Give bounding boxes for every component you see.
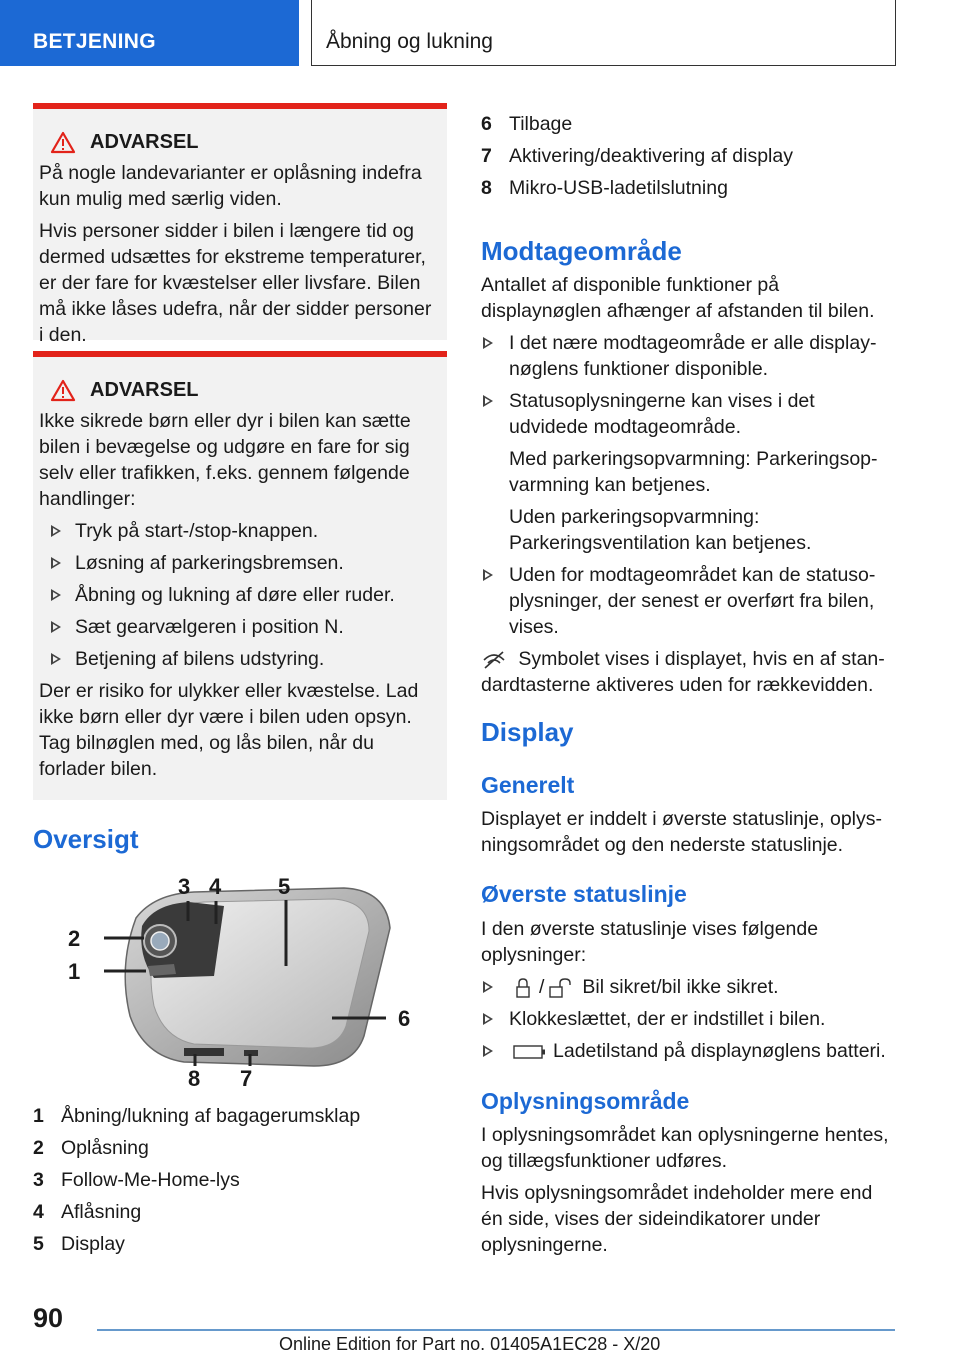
lock-open-icon	[548, 977, 576, 999]
list-item: 4 Aflåsning	[33, 1201, 142, 1223]
warning-list	[39, 518, 437, 672]
callout-5: 5	[278, 874, 291, 899]
warning-box-2	[33, 351, 447, 800]
footer-divider	[97, 1329, 895, 1331]
symbol-note: Symbolet vises i displayet, hvis en af standardtasterne aktiveres uden for rækkevidden.	[481, 648, 885, 696]
warning-title: ADVARSEL	[50, 131, 437, 154]
overview-list	[33, 1100, 360, 1260]
info-area-heading: Oplysningsområde	[481, 1088, 690, 1114]
top-statusline-heading: Øverste statuslinje	[481, 881, 687, 907]
general-text: Displayet er inddelt i øverste statuslinje, oplysningsområdet og den nederste statuslinje.	[481, 808, 883, 856]
list-item: I det nære modtageområde er alle displaynøglens funktioner disponible.	[481, 330, 895, 382]
list-item: 2 Oplåsning	[33, 1137, 149, 1159]
list-item: Åbning og lukning af døre eller ruder.	[39, 582, 437, 608]
display-heading: Display	[481, 717, 574, 747]
callout-7: 7	[240, 1066, 253, 1091]
list-item: 5 Display	[33, 1233, 125, 1255]
callout-3: 3	[178, 874, 191, 899]
callout-1: 1	[68, 959, 81, 984]
info-area-section: I oplysningsområdet kan oplysningerne hentes, og tillægsfunktioner udføres. Hvis oplysningsområdet indeholder mere end én side, vises der sideindikatorer under oplysningerne.	[481, 1124, 889, 1256]
callout-8: 8	[188, 1066, 201, 1091]
warning-text: Ikke sikrede børn eller dyr i bilen kan sætte bilen i bevægelse og udgøre en fare for sig selv eller trafikken, f.eks. gennem følgende handlinger:	[39, 410, 411, 510]
warning-text: Der er risiko for ulykker eller kvæstelse. Lad ikke børn eller dyr være i bilen uden opsyn. Tag bilnøglen med, og lås bilen, når du forlader bilen.	[39, 680, 419, 780]
overview-list-continued	[481, 108, 793, 204]
general-heading: Generelt	[481, 772, 575, 798]
list-item: Uden for modtageområdet kan de statusoplysninger, der senest er overført fra bilen, vises.	[481, 562, 895, 640]
section-tab	[0, 0, 299, 66]
display-key-illustration	[64, 866, 424, 1092]
reception-heading: Modtageområde	[481, 236, 682, 266]
warning-triangle-icon	[50, 379, 76, 402]
reception-section: Antallet af disponible funktioner på displaynøglen afhænger af afstanden til bilen. I det nære modtageområde er alle displaynøglens funktioner disponible. Statusoplysningerne kan vises i det udvidede modtageområde. Med parkeringsopvarmning: Parkeringsopvarmning kan betjenes. Uden parkeringsopvarmning: Parkeringsventilation kan betjenes. Uden for modtageområdet kan de statusoplysninger, der senest er overført fra bilen, vises. Symbolet vises i displayet, hvis en af standardtasterne aktiveres uden for rækkevidden.	[481, 272, 895, 704]
list-item: Ladetilstand på displaynøglens batteri.	[481, 1038, 895, 1064]
warning-title: ADVARSEL	[50, 379, 437, 402]
lock-closed-icon	[513, 977, 533, 999]
list-item: Tryk på start-/stop-knappen.	[39, 518, 437, 544]
top-statusline-section: I den øverste statuslinje vises følgende oplysninger: / Bil sikret/bil ikke sikret. Klokkeslættet, der er indstillet i bilen. Ladetilstand på displaynøglens batteri.	[481, 916, 895, 1070]
list-item: Sæt gearvælgeren i position N.	[39, 614, 437, 640]
edition-text: Online Edition for Part no. 01405A1EC28 - X/20	[279, 1334, 661, 1354]
list-item: / Bil sikret/bil ikke sikret.	[481, 974, 895, 1000]
list-item: 1 Åbning/lukning af bagagerumsklap	[33, 1105, 361, 1127]
callout-2: 2	[68, 926, 81, 951]
list-item: 7 Aktivering/deaktivering af display	[481, 145, 793, 167]
list-item: Statusoplysningerne kan vises i det udvidede modtageområde. Med parkeringsopvarmning: Parkeringsopvarmning kan betjenes. Uden parkeringsopvarmning: Parkeringsventilation kan betjenes.	[481, 388, 895, 556]
overview-heading: Oversigt	[33, 824, 139, 854]
list-item: Klokkeslættet, der er indstillet i bilen.	[481, 1006, 895, 1032]
list-item: 8 Mikro-USB-ladetilslutning	[481, 177, 728, 199]
callout-6: 6	[398, 1006, 411, 1031]
chapter-label: Åbning og lukning	[326, 30, 493, 53]
section-label: BETJENING	[33, 30, 156, 53]
warning-text: På nogle landevarianter er oplåsning indefra kun mulig med særlig viden.	[39, 162, 422, 210]
list-item: Løsning af parkeringsbremsen.	[39, 550, 437, 576]
warning-box-1	[33, 103, 447, 346]
warning-text: Hvis personer sidder i bilen i længere tid og dermed udsættes for ekstreme temperaturer, er der fare for kvæstelser eller livsfare. Bilen må ikke låses udefra, når der sidder personer i den.	[39, 220, 432, 346]
list-item: 6 Tilbage	[481, 113, 573, 135]
out-of-range-icon	[481, 650, 507, 670]
page-number: 90	[33, 1303, 64, 1333]
battery-icon	[513, 1044, 547, 1060]
list-item: Betjening af bilens udstyring.	[39, 646, 437, 672]
chapter-tab	[311, 0, 896, 66]
callout-4: 4	[209, 874, 222, 899]
warning-triangle-icon	[50, 131, 76, 154]
list-item: 3 Follow-Me-Home-lys	[33, 1169, 240, 1191]
